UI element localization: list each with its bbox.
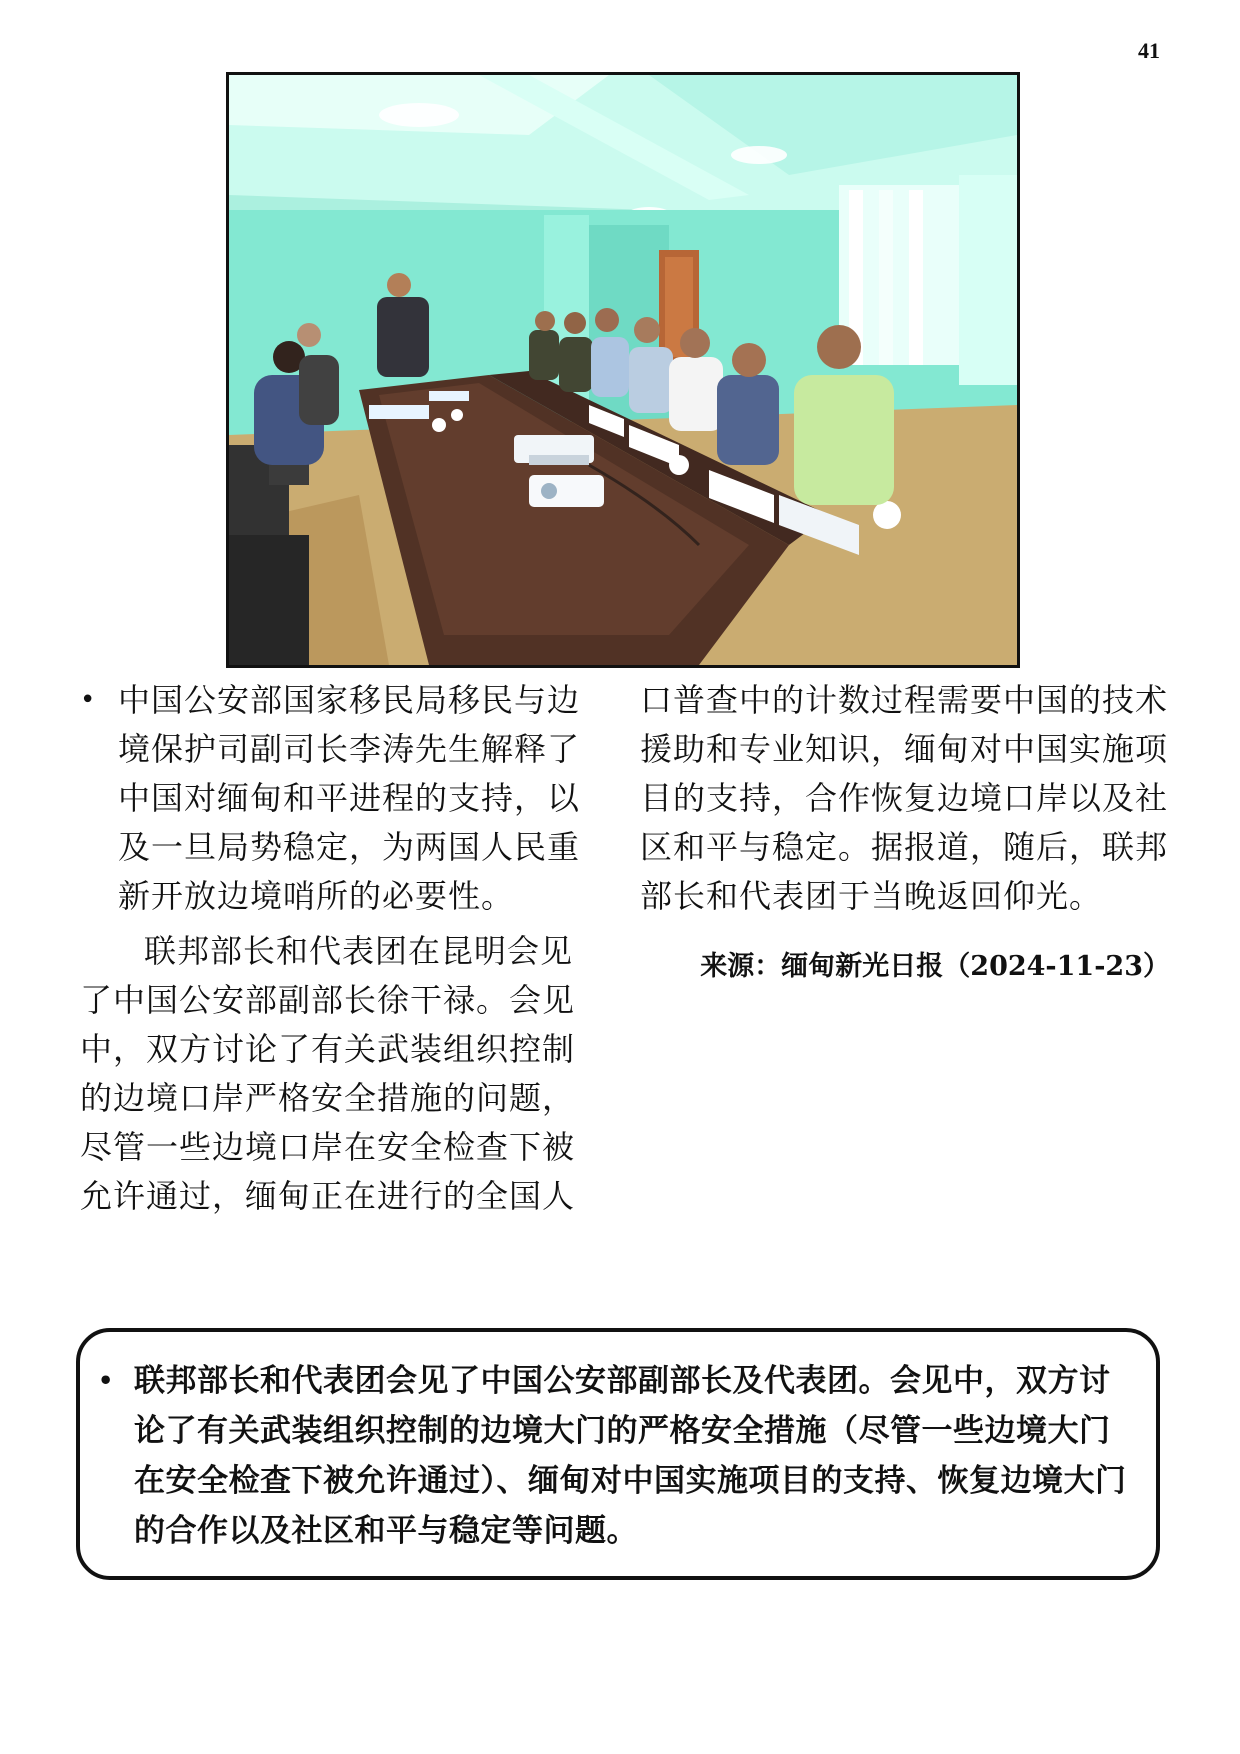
paragraph-text: 中国公安部国家移民局移民与边境保护司副司长李涛先生解释了中国对缅甸和平进程的支持，以及一旦局势稳定，为两国人民重新开放边境哨所的必要性。 <box>118 681 581 915</box>
summary-paragraph <box>98 1356 1132 1556</box>
bullet-icon: • <box>80 685 97 715</box>
right-column <box>640 676 1170 987</box>
summary-box <box>76 1328 1160 1580</box>
source-citation: 来源：缅甸新光日报（2024-11-23） <box>700 951 1170 982</box>
bullet-icon: • <box>98 1366 114 1395</box>
meeting-photo <box>226 72 1020 668</box>
bullet-paragraph <box>80 676 600 921</box>
left-column <box>80 676 600 1221</box>
page-number: 41 <box>1138 38 1160 63</box>
body-paragraph: 联邦部长和代表团在昆明会见了中国公安部副部长徐干禄。会见中，双方讨论了有关武装组织控制的边境口岸严格安全措施的问题，尽管一些边境口岸在安全检查下被允许通过，缅甸正在进行的全国人 <box>80 932 576 1215</box>
meeting-room-photo-icon <box>229 75 1017 665</box>
summary-text: 联邦部长和代表团会见了中国公安部副部长及代表团。会见中，双方讨论了有关武装组织控制的边境大门的严格安全措施（尽管一些边境大门在安全检查下被允许通过）、缅甸对中国实施项目的支持、恢复边境大门的合作以及社区和平与稳定等问题。 <box>134 1363 1127 1549</box>
body-paragraph-continued: 口普查中的计数过程需要中国的技术援助和专业知识，缅甸对中国实施项目的支持，合作恢复边境口岸以及社区和平与稳定。据报道，随后，联邦部长和代表团于当晚返回仰光。 <box>640 681 1169 915</box>
